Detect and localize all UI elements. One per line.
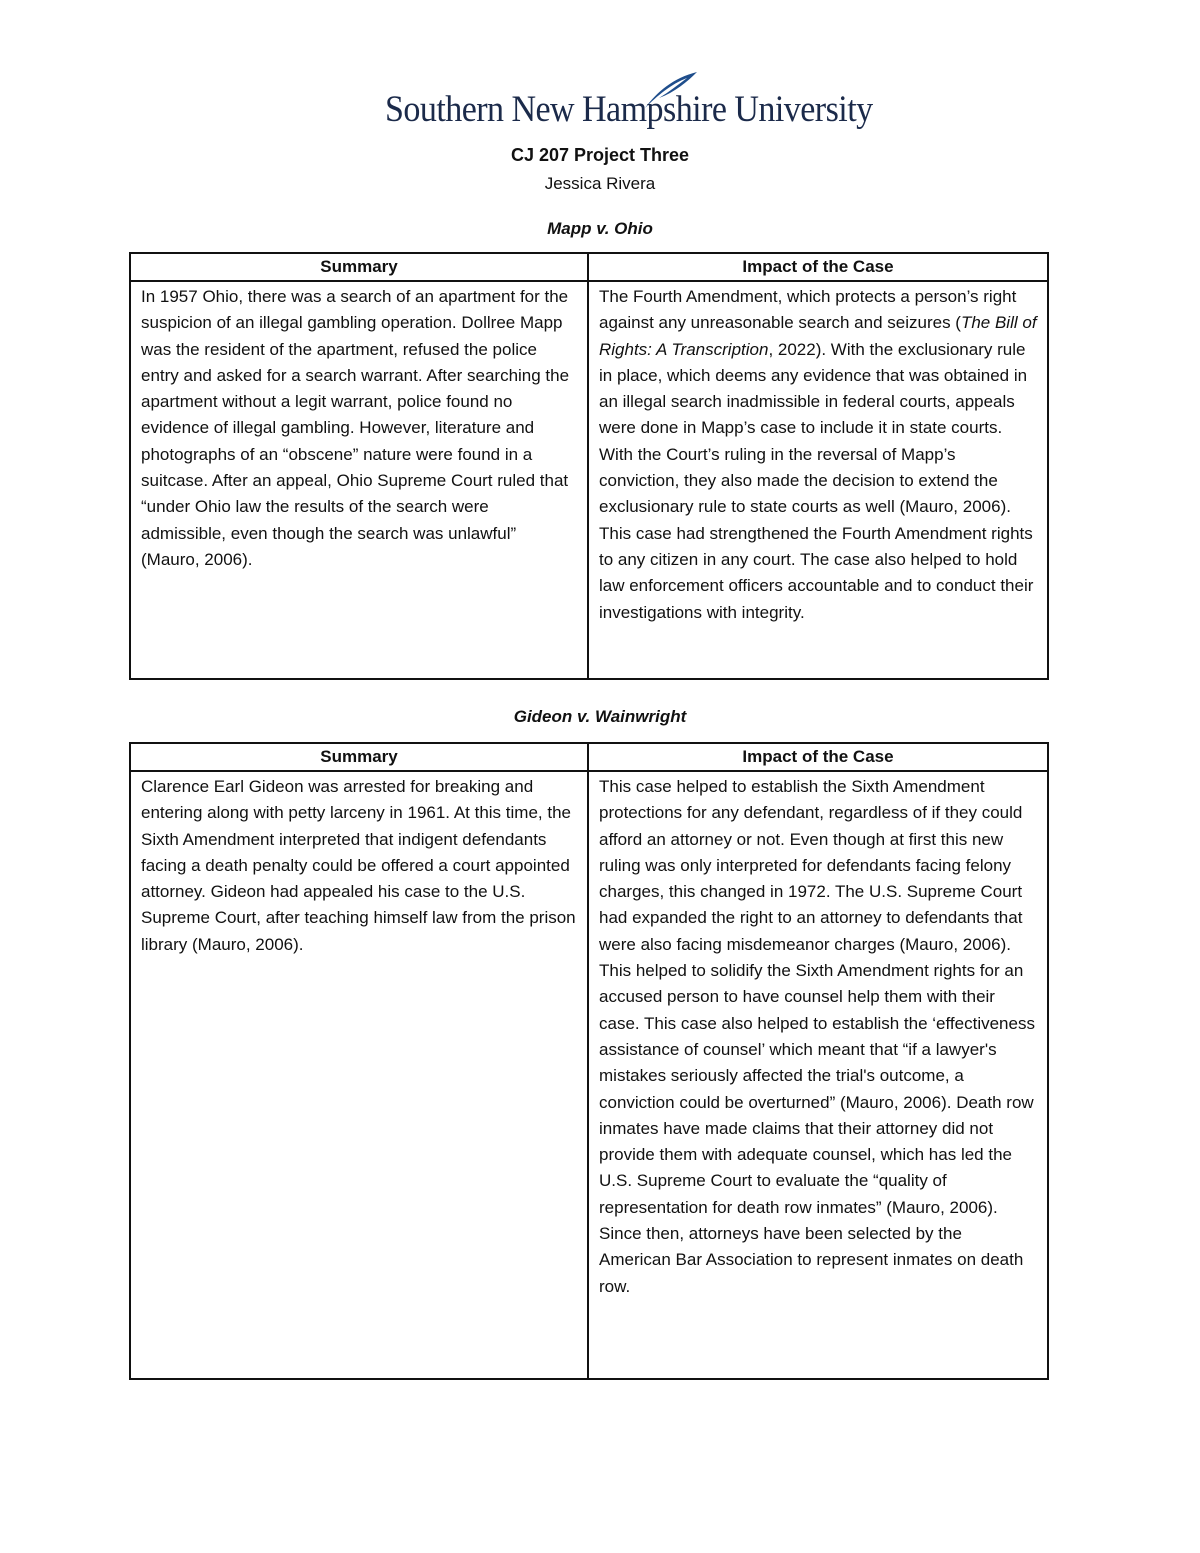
summary-column-header: Summary [130, 743, 588, 771]
table-row [130, 281, 1048, 679]
table-row [130, 771, 1048, 1379]
impact-text-part: , 2022). With the exclusionary rule in place, which deems any evidence that was obtained in an illegal search inadmissible in federal courts, appeals were done in Mapp’s case to include it in state courts. With the Court’s ruling in the reversal of Mapp’s conviction, they also made the decision to extend the exclusionary rule to state courts as well (Mauro, 2006). This case had strengthened the Fourth Amendment rights to any citizen in any court. The case also helped to hold law enforcement officers accountable and to conduct their investigations with integrity. [599, 339, 1034, 622]
document-title: CJ 207 Project Three [510, 145, 690, 165]
university-logo [385, 70, 873, 134]
summary-cell: Clarence Earl Gideon was arrested for breaking and entering along with petty larceny in 1961. At this time, the Sixth Amendment interpreted that indigent defendants facing a death penalty could be offered a court appointed attorney. Gideon had appealed his case to the U.S. Supreme Court, after teaching himself law from the prison library (Mauro, 2006). [130, 771, 588, 1379]
summary-column-header: Summary [130, 253, 588, 281]
summary-cell: In 1957 Ohio, there was a search of an apartment for the suspicion of an illegal gambling operation. Dollree Mapp was the resident of the apartment, refused the police entry and asked for a search warrant. After searching the apartment without a legit warrant, police found no evidence of illegal gambling. However, literature and photographs of an “obscene” nature were found in a suitcase. After an appeal, Ohio Supreme Court ruled that “under Ohio law the results of the search were admissible, even though the search was unlawful” (Mauro, 2006). [130, 281, 588, 679]
impact-cell [588, 281, 1048, 679]
impact-column-header: Impact of the Case [588, 743, 1048, 771]
case-heading-gideon: Gideon v. Wainwright [513, 707, 687, 726]
logo-wordmark: Southern New Hampshire University [385, 89, 873, 130]
table-header-row [130, 743, 1048, 771]
impact-text-part: The Fourth Amendment, which protects a person’s right against any unreasonable search and seizures ( [599, 287, 1017, 333]
impact-column-header: Impact of the Case [588, 253, 1048, 281]
impact-citation-title: The Bill of Rights: A Transcription [599, 313, 1037, 359]
table-header-row [130, 253, 1048, 281]
impact-cell: This case helped to establish the Sixth Amendment protections for any defendant, regardless of if they could afford an attorney or not. Even though at first this new ruling was only interpreted for defendants facing felony charges, this changed in 1972. The U.S. Supreme Court had expanded the right to an attorney to defendants that were also facing misdemeanor charges (Mauro, 2006). This helped to solidify the Sixth Amendment rights for an accused person to have counsel help them with their case. This case also helped to establish the ‘effectiveness assistance of counsel’ which meant that “if a lawyer's mistakes seriously affected the trial's outcome, a conviction could be overturned” (Mauro, 2006). Death row inmates have made claims that their attorney did not provide them with adequate counsel, which has led the U.S. Supreme Court to evaluate the “quality of representation for death row inmates” (Mauro, 2006). Since then, attorneys have been selected by the American Bar Association to represent inmates on death row. [588, 771, 1048, 1379]
case-heading-mapp: Mapp v. Ohio [547, 219, 653, 238]
author-name: Jessica Rivera [544, 174, 656, 193]
case-table-mapp [129, 252, 1049, 680]
case-table-gideon [129, 742, 1049, 1380]
